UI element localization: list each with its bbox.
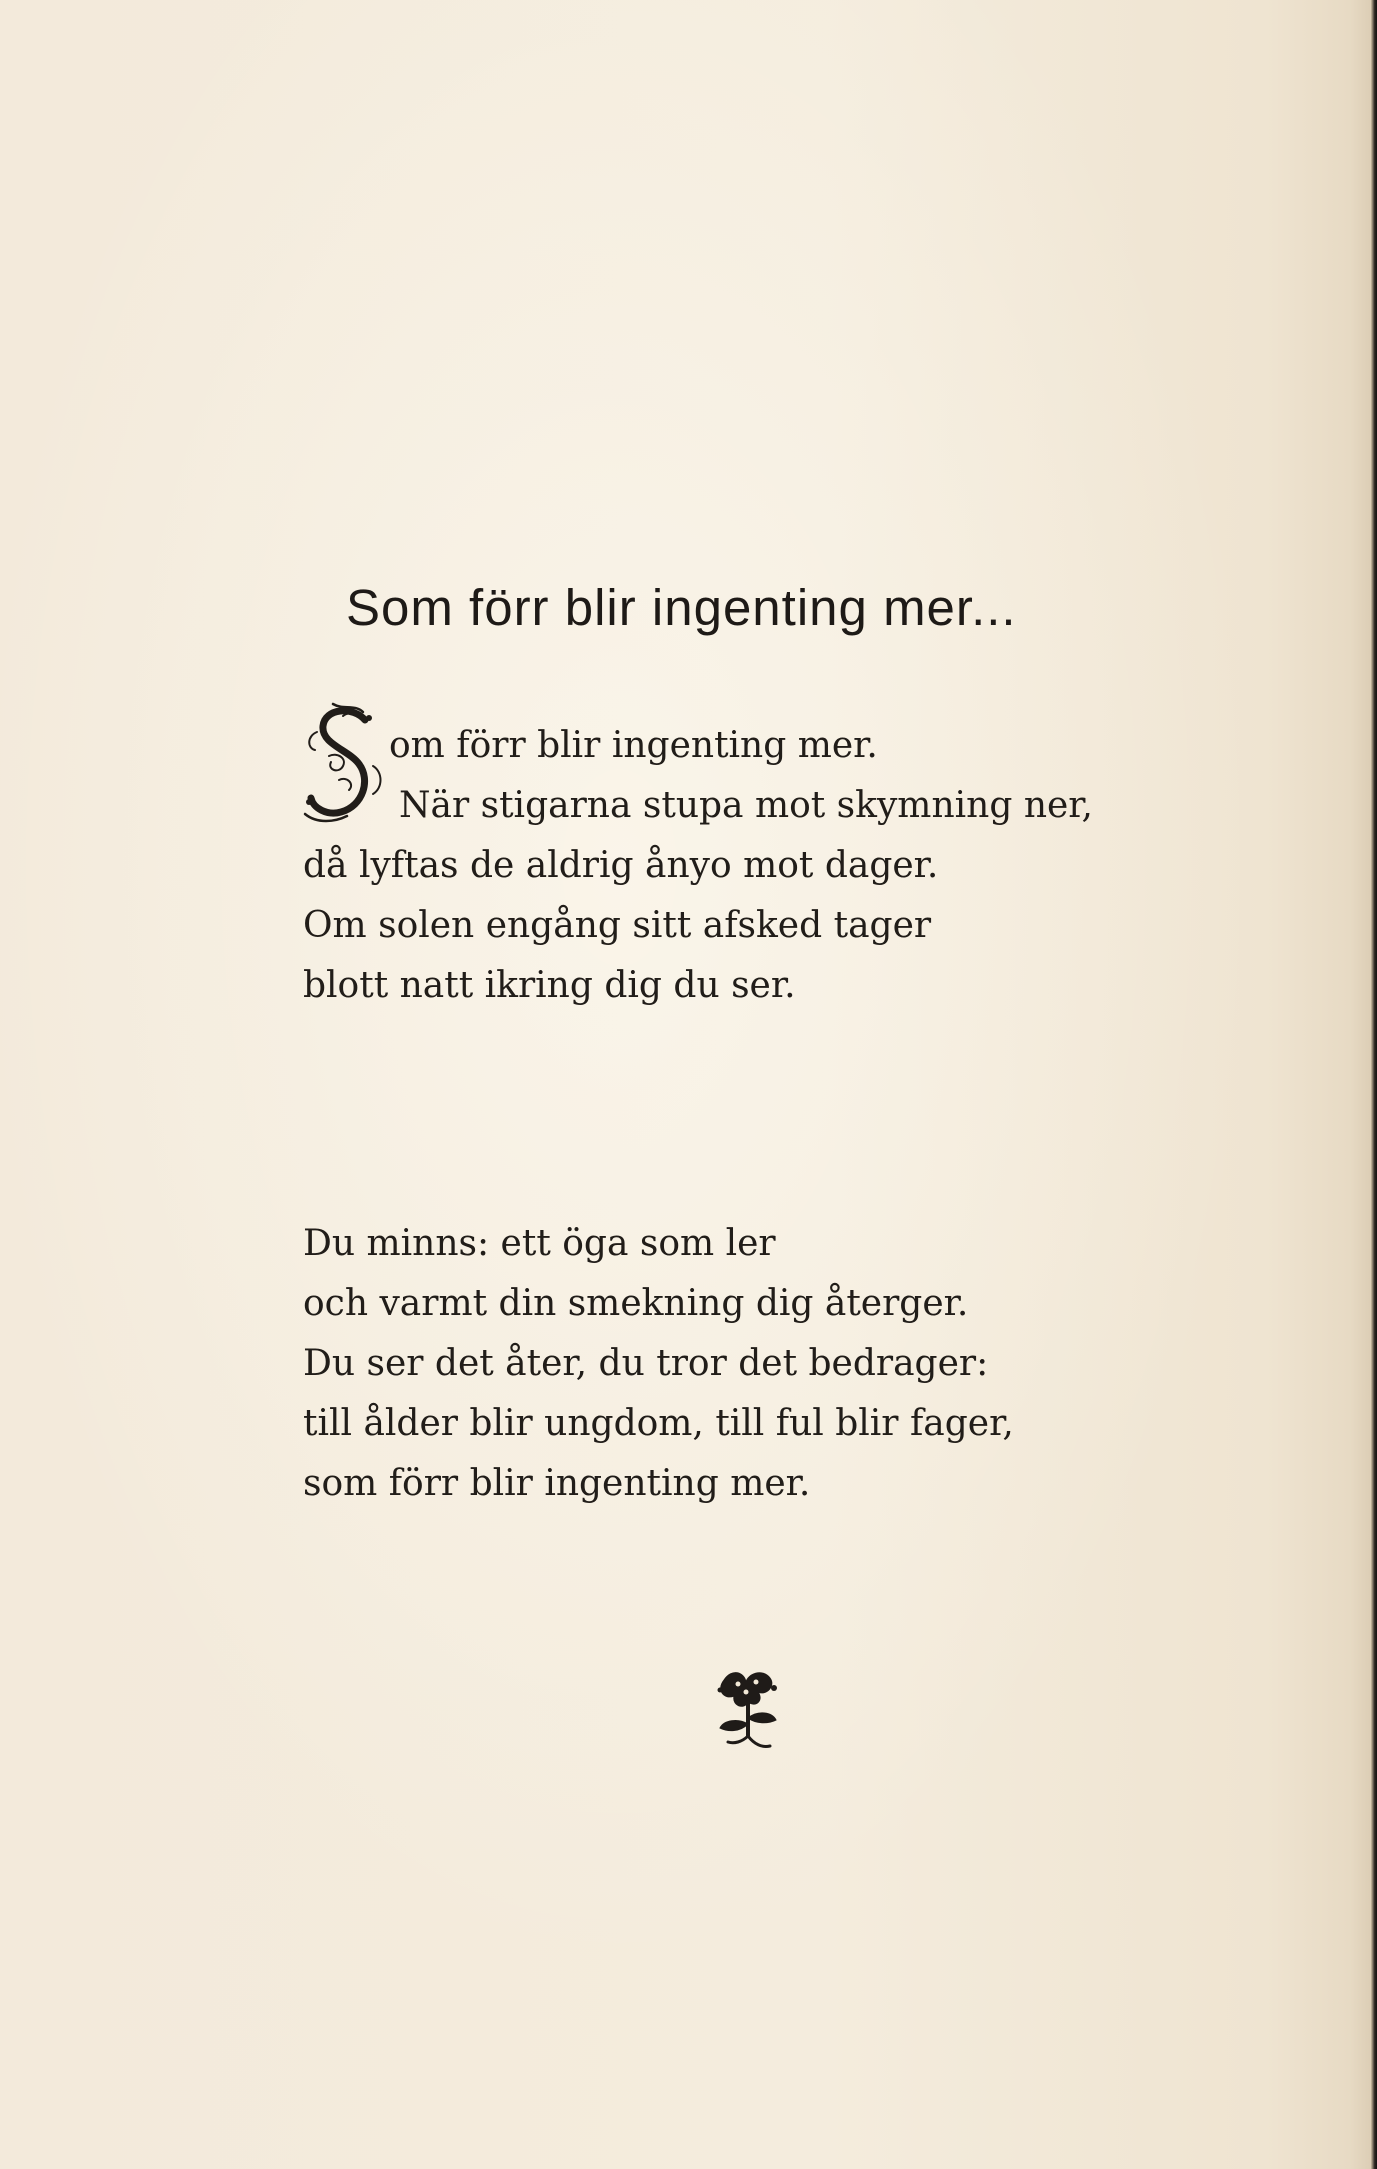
verse-line: När stigarna stupa mot skymning ner, xyxy=(399,785,1094,826)
verse-line: blott natt ikring dig du ser. xyxy=(303,965,796,1006)
verse-line: Du ser det åter, du tror det bedrager: xyxy=(303,1343,989,1384)
verse-line: Du minns: ett öga som ler xyxy=(303,1223,776,1264)
verse-line: om förr blir ingenting mer. xyxy=(389,725,878,766)
verse-line: till ålder blir ungdom, till ful blir fager, xyxy=(303,1403,1014,1444)
verse-line: då lyftas de aldrig ånyo mot dager. xyxy=(303,845,939,886)
floral-tailpiece-icon xyxy=(714,1666,784,1752)
verse-line: och varmt din smekning dig återger. xyxy=(303,1283,969,1324)
poem-title: Som förr blir ingenting mer... xyxy=(346,579,1017,636)
verse-line: som förr blir ingenting mer. xyxy=(303,1463,811,1504)
stanza-2 xyxy=(303,1214,1014,1514)
stanza-1 xyxy=(303,716,1093,1016)
page-edge xyxy=(1371,0,1377,2169)
verse-line: Om solen engång sitt afsked tager xyxy=(303,905,932,946)
